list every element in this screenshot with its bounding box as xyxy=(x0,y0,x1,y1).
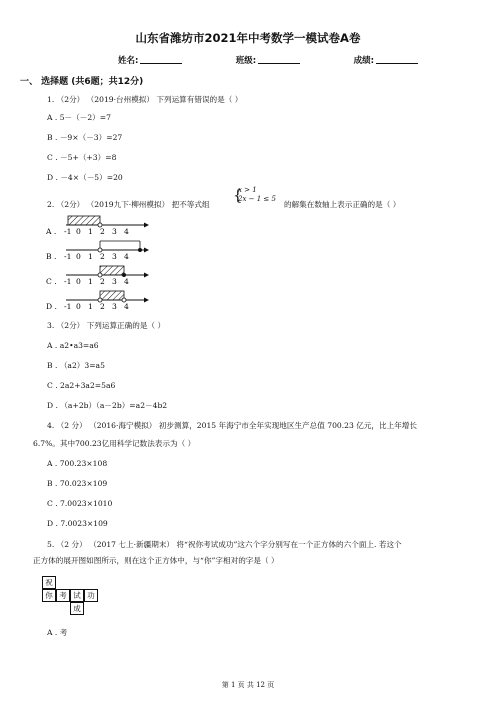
tick-label: 2 xyxy=(100,227,105,236)
option-b-label: B . xyxy=(46,252,57,261)
page-title: 山东省潍坊市2021年中考数学一模试卷A卷 xyxy=(135,31,361,45)
name-field[interactable]: 姓名: xyxy=(118,54,182,66)
net-cell: 功 xyxy=(84,589,98,602)
option-a-number-line[interactable] xyxy=(45,216,149,236)
tick-label: 4 xyxy=(124,277,129,286)
tick-label: 3 xyxy=(112,302,117,311)
tick-label: 2 xyxy=(100,252,105,261)
tick-label: 2 xyxy=(100,277,105,286)
net-cell: 祝 xyxy=(42,576,56,589)
tick-label: 3 xyxy=(112,227,117,236)
page-footer: 第 1 页 共 12 页 xyxy=(221,681,275,689)
question-2-stem-a: 2. （2分） （2019九下·柳州模拟） 把不等式组 xyxy=(47,200,210,209)
option-d-number-line[interactable] xyxy=(46,291,149,311)
q1-option-d[interactable]: D . －4×（－5）=20 xyxy=(47,173,123,182)
class-field[interactable]: 班级: xyxy=(236,54,300,66)
q4-option-d[interactable]: D . 7.0023×109 xyxy=(47,519,108,528)
tick-label: 0 xyxy=(76,252,81,261)
q3-option-d[interactable]: D . （a+2b）（a－2b）=a2－4b2 xyxy=(47,401,168,410)
q3-option-a[interactable]: A . a2•a3=a6 xyxy=(47,341,99,350)
arrow-icon xyxy=(144,248,149,253)
q4-option-c[interactable]: C . 7.0023×1010 xyxy=(47,499,113,508)
shaded-region xyxy=(100,266,124,275)
question-3-stem: 3. （2分） 下列运算正确的是（ ） xyxy=(47,321,166,330)
inequality-1: x > 1 xyxy=(238,186,257,194)
tick-label: 4 xyxy=(124,252,129,261)
tick-label: -1 xyxy=(64,252,72,261)
tick-label: 0 xyxy=(76,227,81,236)
tick-label: -1 xyxy=(64,277,72,286)
closed-dot xyxy=(138,248,142,252)
q1-option-c[interactable]: C . －5+（+3）=8 xyxy=(47,153,117,162)
q1-option-b[interactable]: B . －9×（－3）=27 xyxy=(47,133,123,142)
tick-label: 0 xyxy=(76,277,81,286)
question-4-stem-1: 4. （2 分） （2016·海宁模拟） 初步测算，2015 年海宁市全年实现地区生产总值 700.23 亿元，比上年增长 xyxy=(47,421,417,430)
option-c-number-line[interactable] xyxy=(46,266,149,286)
score-field[interactable]: 成绩: xyxy=(354,54,418,66)
tick-label: 1 xyxy=(88,252,93,261)
inequality-system: { x > 1 2x − 1 ≤ 5 xyxy=(233,186,276,204)
net-cell: 考 xyxy=(56,589,70,602)
inequality-2: 2x − 1 ≤ 5 xyxy=(238,195,276,203)
q4-option-b[interactable]: B . 70.023×109 xyxy=(47,479,108,488)
q4-option-a[interactable]: A . 700.23×108 xyxy=(47,459,108,468)
tick-label: 4 xyxy=(124,302,129,311)
option-c-label: C . xyxy=(46,277,57,286)
tick-label: 1 xyxy=(88,277,93,286)
tick-label: 3 xyxy=(112,277,117,286)
tick-label: -1 xyxy=(64,227,72,236)
option-a-label: A . xyxy=(46,227,57,236)
tick-label: -1 xyxy=(64,302,72,311)
net-cell: 试 xyxy=(70,589,84,602)
option-b-number-line[interactable] xyxy=(46,241,149,261)
tick-label: 1 xyxy=(88,302,93,311)
tick-label: 1 xyxy=(88,227,93,236)
option-d-label: D . xyxy=(46,302,57,311)
arrow-icon xyxy=(144,273,149,278)
net-cell: 你 xyxy=(42,589,56,602)
arrow-icon xyxy=(144,298,149,303)
number-line-options xyxy=(44,210,156,320)
q1-option-a[interactable]: A . 5－（－2）=7 xyxy=(47,113,111,122)
tick-label: 4 xyxy=(124,227,129,236)
net-cell: 成 xyxy=(70,602,84,615)
shaded-region xyxy=(100,291,124,300)
tick-label: 0 xyxy=(76,302,81,311)
q3-option-c[interactable]: C . 2a2+3a2=5a6 xyxy=(47,381,116,390)
student-info xyxy=(118,54,418,66)
shaded-region xyxy=(68,216,100,225)
tick-label: 3 xyxy=(112,252,117,261)
question-2-stem-b: 的解集在数轴上表示正确的是（ ） xyxy=(284,200,401,209)
section-heading: 一、 选择题 (共6题；共12分) xyxy=(20,77,144,87)
arrow-icon xyxy=(144,223,149,228)
question-1-stem: 1. （2分） （2019·台州模拟） 下列运算有错误的是（ ） xyxy=(47,95,243,104)
tick-label: 2 xyxy=(100,302,105,311)
question-5-stem-1: 5. （2 分） （2017 七上·新疆期末） 将“祝你考试成功”这六个字分别写在一个正方体的六个面上. 若这个 xyxy=(47,540,402,549)
question-4-stem-2: 6.7%。其中700.23亿用科学记数法表示为（ ） xyxy=(33,439,196,448)
question-5-stem-2: 正方体的展开图如图所示，则在这个正方体中，与“你”字相对的字是（ ） xyxy=(33,556,279,565)
q3-option-b[interactable]: B . （a2）3=a5 xyxy=(47,361,105,370)
q5-option-a[interactable]: A . 考 xyxy=(47,628,68,637)
